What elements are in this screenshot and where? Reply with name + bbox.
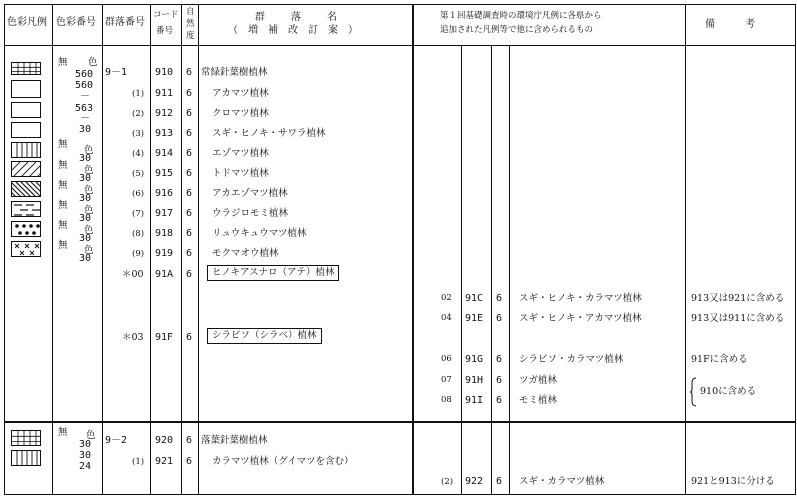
s2-color-v3: 24 bbox=[79, 461, 92, 472]
added-4-code: 91I bbox=[465, 395, 484, 406]
s2-added-code: 922 bbox=[465, 476, 484, 487]
row-9-name: モクマオウ植林 bbox=[212, 248, 279, 259]
row-8-code: 918 bbox=[155, 228, 174, 239]
added-3-name: ツガ植林 bbox=[519, 375, 558, 386]
color-num-3-dash: － bbox=[80, 113, 90, 124]
added-2-note: 91Fに含める bbox=[691, 354, 748, 365]
row-2-nat: 6 bbox=[186, 108, 193, 119]
added-2-num: 06 bbox=[441, 354, 452, 364]
s2-color-right: 色 bbox=[86, 430, 96, 441]
color-num-6-top: 無 bbox=[58, 180, 68, 191]
row-5-nat: 6 bbox=[186, 168, 193, 179]
header-naturalness-line1: 自 bbox=[186, 7, 195, 17]
col-line-1 bbox=[52, 4, 53, 495]
header-notes: 備 考 bbox=[705, 19, 755, 30]
swatch-diagonal-sparse bbox=[11, 161, 41, 177]
row-7-sub: (7) bbox=[132, 209, 145, 219]
row-11-name-boxed: シラビソ（シラベ）植林 bbox=[207, 328, 322, 344]
color-num-4-value: 30 bbox=[79, 153, 92, 164]
added-0-nat: 6 bbox=[496, 293, 503, 304]
swatch-blank-1 bbox=[11, 80, 41, 98]
col-line-8 bbox=[491, 45, 492, 495]
row-6-code: 916 bbox=[155, 188, 174, 199]
s2-added-nat: 6 bbox=[496, 476, 503, 487]
color-num-9-value: 30 bbox=[79, 253, 92, 264]
color-num-2-value2: 563 bbox=[75, 103, 94, 114]
added-2-nat: 6 bbox=[496, 354, 503, 365]
row-8-sub: (8) bbox=[132, 229, 145, 239]
swatch-crosses bbox=[11, 241, 41, 257]
color-num-5-value: 30 bbox=[79, 173, 92, 184]
added-2-code: 91G bbox=[465, 354, 484, 365]
added-1-num: 04 bbox=[441, 313, 452, 323]
color-num-8-top: 無 bbox=[58, 220, 68, 231]
row-9-sub: (9) bbox=[132, 249, 145, 259]
row-4-name: エゾマツ植林 bbox=[212, 148, 269, 159]
row-1-nat: 6 bbox=[186, 88, 193, 99]
added-0-num: 02 bbox=[441, 293, 452, 303]
header-color-number: 色彩番号 bbox=[56, 17, 96, 28]
color-num-1-right: 色 bbox=[88, 57, 98, 68]
row-10-sub: ＊00 bbox=[122, 269, 144, 280]
row-7-nat: 6 bbox=[186, 208, 193, 219]
swatch-dashes bbox=[11, 201, 41, 217]
row-3-name: スギ・ヒノキ・サワラ植林 bbox=[212, 128, 326, 139]
row-4-sub: (4) bbox=[132, 149, 145, 159]
s2-code: 920 bbox=[155, 435, 174, 446]
s2-color-v1: 30 bbox=[79, 439, 92, 450]
col-line-3 bbox=[150, 4, 151, 495]
added-4-nat: 6 bbox=[496, 395, 503, 406]
row-2-code: 912 bbox=[155, 108, 174, 119]
added-3-nat: 6 bbox=[496, 375, 503, 386]
swatch-blank-3 bbox=[11, 122, 41, 138]
added-4-num: 08 bbox=[441, 395, 452, 405]
col-line-0 bbox=[4, 4, 5, 495]
color-num-4-top: 無 bbox=[58, 139, 68, 150]
top-border bbox=[4, 4, 795, 5]
row-2-sub: (2) bbox=[132, 109, 145, 119]
row-7-code: 917 bbox=[155, 208, 174, 219]
header-code-line1: コード bbox=[153, 10, 179, 20]
added-1-note: 913又は911に含める bbox=[691, 313, 785, 324]
color-num-9-top: 無 bbox=[58, 240, 68, 251]
swatch-grid bbox=[11, 62, 41, 75]
added-3-num: 07 bbox=[441, 375, 452, 385]
row-0-code: 910 bbox=[155, 67, 174, 78]
row-0-name: 常緑針葉樹植林 bbox=[201, 67, 268, 78]
s2-color-v2: 30 bbox=[79, 450, 92, 461]
swatch-blank-2 bbox=[11, 102, 41, 118]
row-6-sub: (6) bbox=[132, 189, 145, 199]
s2-sub: (1) bbox=[132, 457, 145, 467]
swatch-dots bbox=[11, 221, 41, 237]
color-num-7-top: 無 bbox=[58, 200, 68, 211]
added-0-name: スギ・ヒノキ・カラマツ植林 bbox=[519, 293, 642, 304]
row-1-name: アカマツ植林 bbox=[212, 88, 269, 99]
row-10-nat: 6 bbox=[186, 269, 193, 280]
row-7-name: ウラジロモミ植林 bbox=[212, 208, 289, 219]
row-11-code: 91F bbox=[155, 332, 174, 343]
row-10-code: 91A bbox=[155, 269, 174, 280]
header-name-sub: （ 増 補 改 訂 案 ） bbox=[228, 25, 358, 36]
row-9-code: 919 bbox=[155, 248, 174, 259]
s2-name: 落葉針葉樹植林 bbox=[201, 435, 268, 446]
col-line-5 bbox=[198, 4, 199, 495]
brace-note: 910に含める bbox=[700, 386, 757, 397]
row-3-code: 913 bbox=[155, 128, 174, 139]
header-color-legend: 色彩凡例 bbox=[7, 17, 47, 28]
added-0-note: 913又は921に含める bbox=[691, 293, 785, 304]
color-num-5-right: 色 bbox=[84, 165, 94, 176]
row-4-nat: 6 bbox=[186, 148, 193, 159]
row-4-code: 914 bbox=[155, 148, 174, 159]
brace-icon bbox=[690, 377, 698, 407]
color-num-3-value: 30 bbox=[79, 124, 92, 135]
added-1-nat: 6 bbox=[496, 313, 503, 324]
added-2-name: シラビソ・カラマツ植林 bbox=[519, 354, 624, 365]
color-num-7-right: 色 bbox=[84, 205, 94, 216]
color-num-1-value: 560 bbox=[75, 69, 94, 80]
col-line-2 bbox=[102, 4, 103, 495]
row-11-nat: 6 bbox=[186, 332, 193, 343]
row-5-code: 915 bbox=[155, 168, 174, 179]
group-number-9-1: 9－1 bbox=[105, 67, 128, 78]
row-8-name: リュウキュウマツ植林 bbox=[212, 228, 307, 239]
added-1-code: 91E bbox=[465, 313, 484, 324]
header-naturalness-line2: 然 bbox=[186, 19, 195, 29]
s2-added-note: 921と913に分ける bbox=[691, 476, 775, 487]
header-code-line2: 番号 bbox=[156, 26, 174, 36]
row-3-sub: (3) bbox=[132, 129, 145, 139]
color-num-2-value: 560 bbox=[75, 80, 94, 91]
color-num-8-right: 色 bbox=[84, 225, 94, 236]
header-added-line2: 追加された凡例等で他に含められるもの bbox=[440, 25, 594, 35]
group-number-9-2: 9－2 bbox=[105, 435, 128, 446]
row-1-code: 911 bbox=[155, 88, 174, 99]
row-0-nat: 6 bbox=[186, 67, 193, 78]
section-divider bbox=[4, 421, 795, 423]
color-num-4-right: 色 bbox=[84, 145, 94, 156]
header-naturalness-line3: 度 bbox=[186, 31, 195, 41]
color-num-1-top: 無 bbox=[58, 57, 68, 68]
row-6-nat: 6 bbox=[186, 188, 193, 199]
s2-color-top: 無 bbox=[58, 427, 68, 438]
row-9-nat: 6 bbox=[186, 248, 193, 259]
color-num-6-value: 30 bbox=[79, 193, 92, 204]
s2-added-num: (2) bbox=[441, 477, 454, 487]
col-line-4 bbox=[181, 4, 182, 495]
header-bottom-border bbox=[4, 45, 795, 46]
row-5-sub: (5) bbox=[132, 169, 145, 179]
s2-sub-code: 921 bbox=[155, 456, 174, 467]
bottom-border bbox=[4, 494, 795, 495]
added-1-name: スギ・ヒノキ・アカマツ植林 bbox=[519, 313, 642, 324]
row-10-name-boxed: ヒノキアスナロ（アテ）植林 bbox=[207, 265, 339, 281]
added-3-code: 91H bbox=[465, 375, 484, 386]
color-num-6-right: 色 bbox=[84, 185, 94, 196]
color-num-2-dash: － bbox=[80, 91, 90, 102]
s2-added-name: スギ・カラマツ植林 bbox=[519, 476, 605, 487]
row-5-name: トドマツ植林 bbox=[212, 168, 269, 179]
swatch-vertical-lines-2 bbox=[11, 450, 41, 466]
swatch-vertical-lines bbox=[11, 142, 41, 158]
row-1-sub: (1) bbox=[132, 89, 145, 99]
swatch-diagonal-dense bbox=[11, 181, 41, 197]
row-3-nat: 6 bbox=[186, 128, 193, 139]
row-8-nat: 6 bbox=[186, 228, 193, 239]
color-num-7-value: 30 bbox=[79, 213, 92, 224]
col-line-11 bbox=[795, 4, 796, 495]
row-6-name: アカエゾマツ植林 bbox=[212, 188, 288, 199]
header-added-line1: 第１回基礎調査時の環境庁凡例に各県から bbox=[440, 11, 602, 21]
s2-sub-name: カラマツ植林（グイマツを含む） bbox=[212, 456, 354, 467]
color-num-9-right: 色 bbox=[84, 245, 94, 256]
s2-sub-nat: 6 bbox=[186, 456, 193, 467]
row-2-name: クロマツ植林 bbox=[212, 108, 269, 119]
s2-nat: 6 bbox=[186, 435, 193, 446]
col-line-10 bbox=[685, 4, 686, 495]
row-11-sub: ＊03 bbox=[122, 332, 144, 343]
swatch-grid-2 bbox=[11, 430, 41, 446]
col-line-7 bbox=[461, 45, 462, 495]
header-name-title: 群 落 名 bbox=[255, 12, 339, 23]
color-num-5-top: 無 bbox=[58, 160, 68, 171]
added-4-name: モミ植林 bbox=[519, 395, 558, 406]
header-community-number: 群落番号 bbox=[105, 17, 145, 28]
col-line-6 bbox=[412, 4, 414, 495]
added-0-code: 91C bbox=[465, 293, 484, 304]
col-line-9 bbox=[509, 45, 510, 495]
color-num-8-value: 30 bbox=[79, 233, 92, 244]
